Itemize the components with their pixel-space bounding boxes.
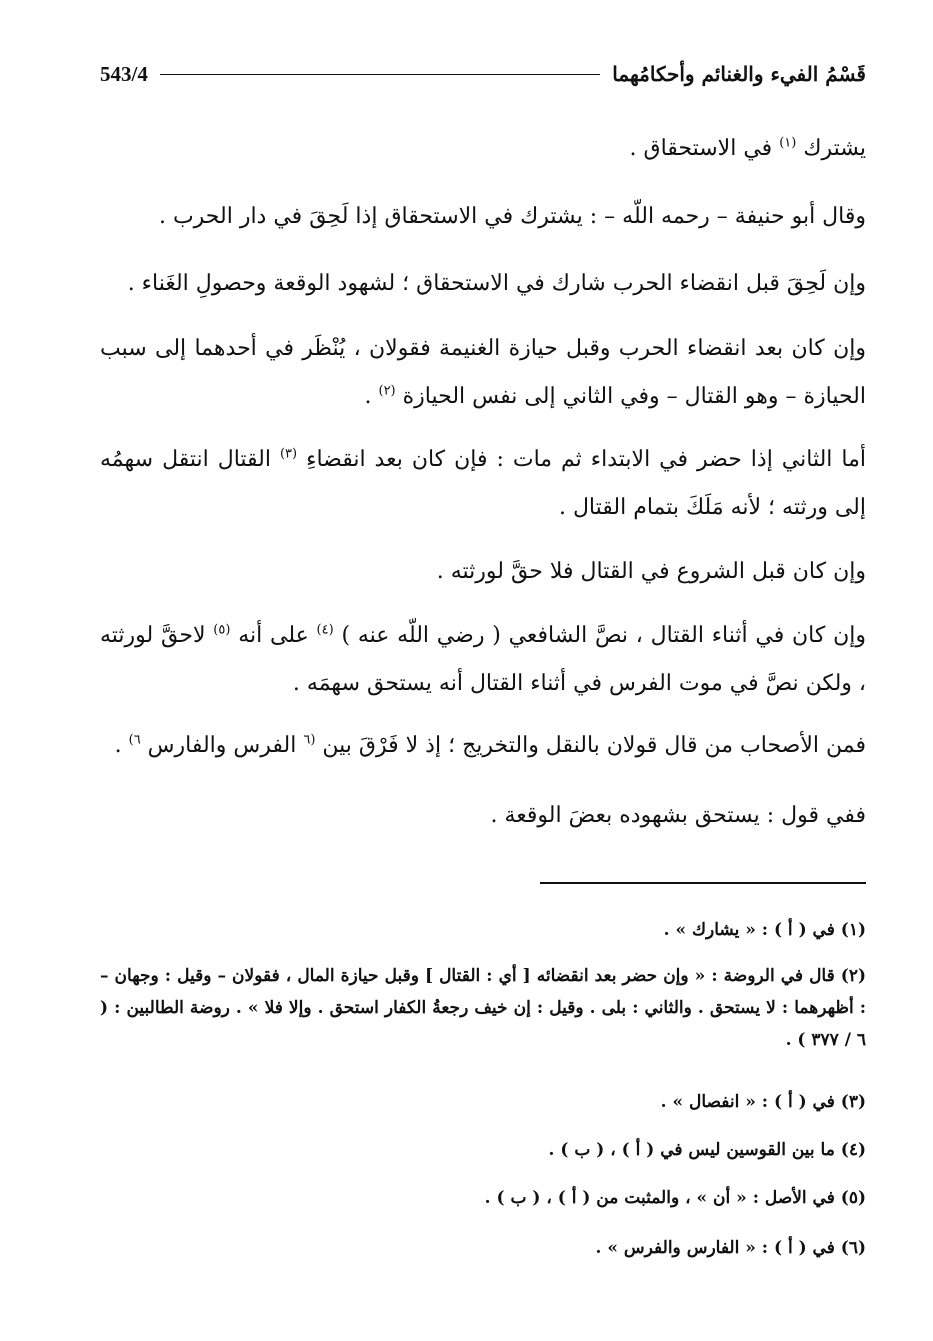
paragraph-text: في الاستحقاق . (629, 136, 773, 161)
footnote-ref-1: (١) (779, 135, 797, 151)
footnote-ref-5: (٥) (213, 622, 231, 638)
paragraph-text: يشترك (803, 136, 866, 161)
paragraph-text: . (114, 733, 122, 758)
header-rule (160, 74, 600, 75)
paragraph-9 (100, 792, 866, 840)
paragraph-text: وإن كان بعد انقضاء الحرب وقبل حيازة الغنيمة فقولان ، يُنْظَر في أحدهما إلى سبب الحيازة – وهو القتال – وفي الثاني إلى نفس الحيازة (100, 336, 866, 409)
paragraph-3 (100, 260, 866, 308)
paragraph-text: على أنه (238, 623, 309, 648)
footnote-ref-3: (٣) (279, 446, 298, 462)
footnote-ref-6-close: ٦) (128, 732, 141, 748)
paragraph-text: أما الثاني إذا حضر في الابتداء ثم مات : فإن كان بعد انقضاءِ (306, 447, 866, 472)
paragraph-1 (100, 125, 866, 173)
paragraph-5 (100, 436, 866, 532)
paragraph-8 (100, 722, 866, 770)
footnote-separator (540, 882, 866, 884)
footnote-5: (٥) في الأصل : « أن » ، والمثبت من ( أ ) ، ( ب ) . (484, 1188, 866, 1208)
footnote-4: (٤) ما بين القوسين ليس في ( أ ) ، ( ب ) . (548, 1140, 866, 1160)
paragraph-text: وإن لَحِقَ قبل انقضاء الحرب شارك في الاستحقاق ؛ لشهود الوقعة وحصولِ الغَناء . (127, 271, 866, 296)
chapter-title: قَسْمُ الفيء والغنائم وأحكامُهما (612, 62, 866, 86)
running-header (100, 56, 866, 92)
paragraph-7 (100, 612, 866, 708)
paragraph-4 (100, 325, 866, 421)
paragraph-text: ففي قول : يستحق بشهوده بعضَ الوقعة . (490, 803, 866, 828)
footnote-2: (٢) قال في الروضة : « وإن حضر بعد انقضائه [ أي : القتال ] وقبل حيازة المال ، فقولان – وقيل : وجهان – : أظهرهما : لا يستحق . والثاني : بلى . وقيل : إن خيف رجعةُ الكفار استحق . وإلا فلا » . روضة الطالبين : ( ٦ / ٣٧٧ ) . (100, 966, 866, 1050)
paragraph-6 (100, 548, 866, 596)
paragraph-text: وقال أبو حنيفة – رحمه اللّه – : يشترك في الاستحقاق إذا لَحِقَ في دار الحرب . (158, 204, 866, 229)
paragraph-2 (100, 193, 866, 241)
page-number: 543/4 (100, 61, 148, 86)
paragraph-text: الفرس والفارس (147, 733, 297, 758)
paragraph-text: القتال انتقل سهمُه إلى ورثته ؛ لأنه مَلَكَ بتمام القتال . (100, 447, 866, 520)
footnote-3: (٣) في ( أ ) : « انفصال » . (660, 1092, 866, 1112)
footnote-ref-6-open: (٦ (303, 732, 316, 748)
footnote-ref-2: (٢) (378, 383, 396, 399)
paragraph-text: لاحقَّ لورثته ، ولكن نصَّ في موت الفرس في أثناء القتال أنه يستحق سهمَه . (100, 623, 866, 696)
paragraph-text: وإن كان في أثناء القتال ، نصَّ الشافعي ( رضي اللّه عنه ) (341, 623, 866, 648)
footnote-ref-4: (٤) (316, 622, 334, 638)
paragraph-text: فمن الأصحاب من قال قولان بالنقل والتخريج ؛ إذ لا فَرْقَ بين (322, 733, 866, 758)
footnote-1: (١) في ( أ ) : « يشارك » . (663, 920, 866, 940)
paragraph-text: وإن كان قبل الشروع في القتال فلا حقَّ لورثته . (436, 559, 866, 584)
footnote-6: (٦) في ( أ ) : « الفارس والفرس » . (595, 1238, 866, 1258)
paragraph-text: . (364, 384, 372, 409)
